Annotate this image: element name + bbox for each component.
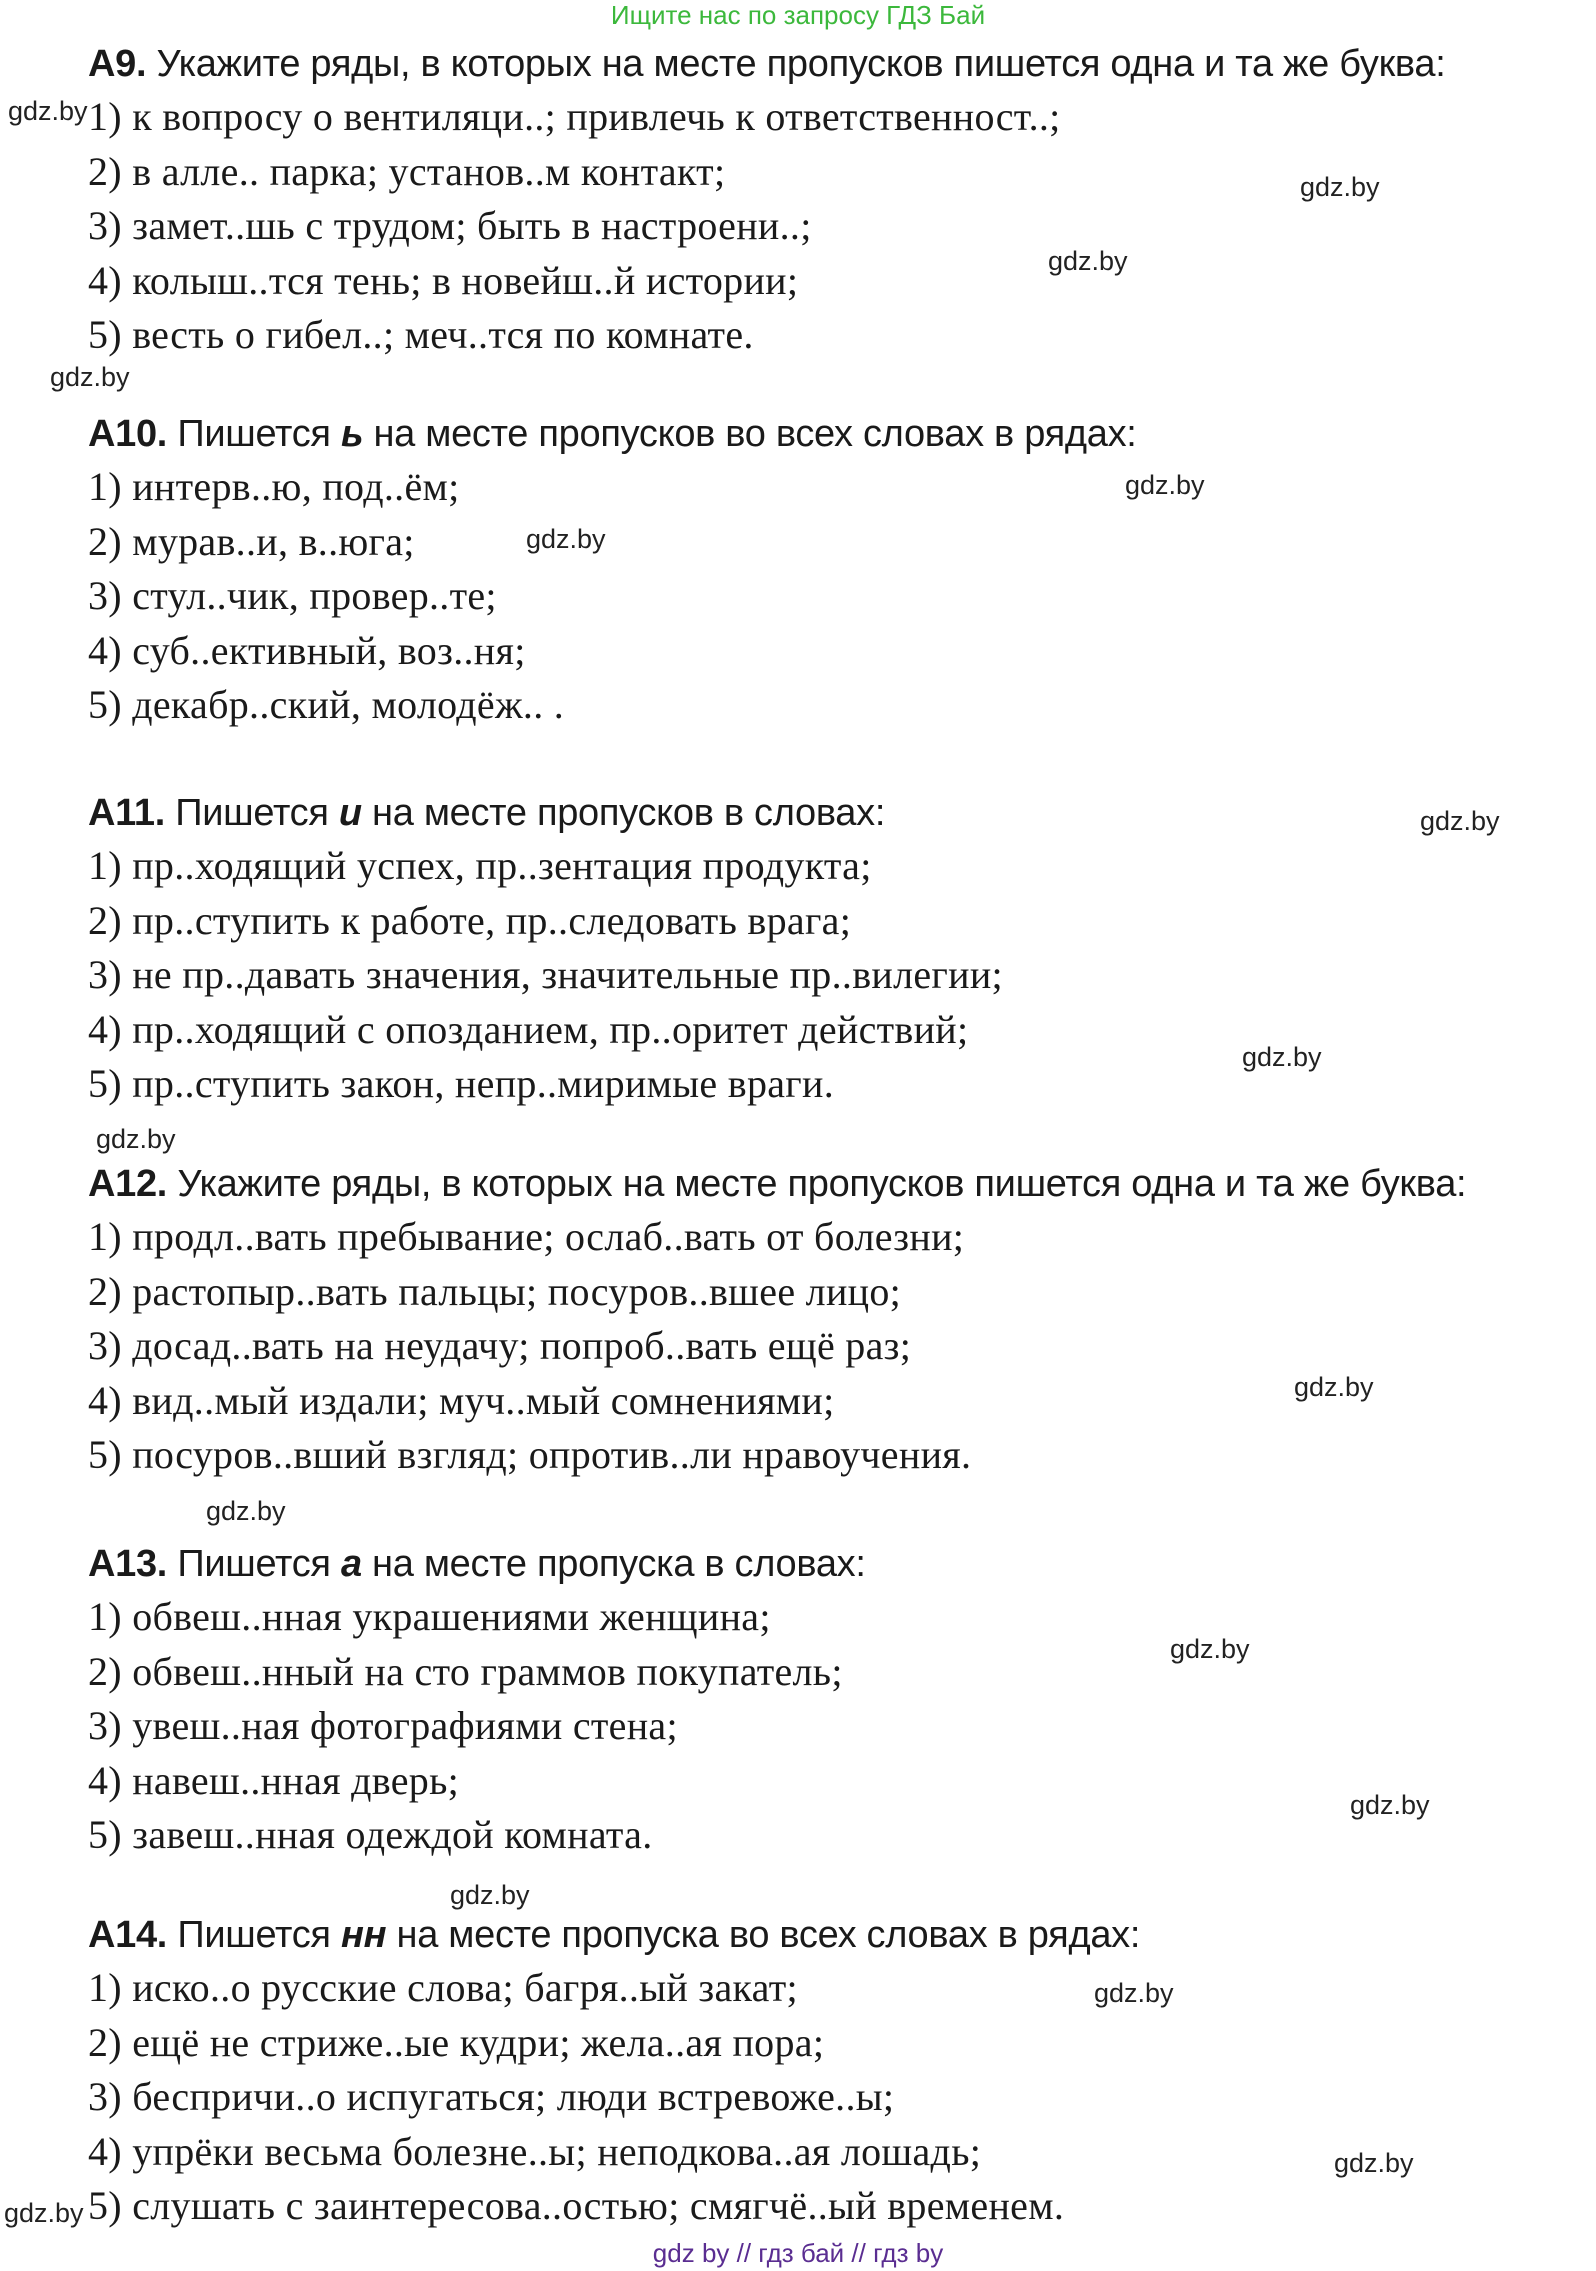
search-hint-banner[interactable]: Ищите нас по запросу ГДЗ Бай — [610, 0, 986, 30]
task-number: A14. — [88, 1914, 168, 1956]
watermark: gdz.by — [50, 362, 130, 392]
answer-option: 2) обвеш..нный на сто граммов покупатель; — [88, 1648, 843, 1694]
watermark: gdz.by — [1350, 1790, 1430, 1820]
task-title — [88, 1909, 1140, 1961]
task-title — [88, 787, 1003, 839]
watermark: gdz.by — [1170, 1634, 1250, 1664]
answer-option: 1) интерв..ю, под..ём; — [88, 464, 460, 509]
task-instruction: Пишется — [167, 1914, 341, 1956]
task-instruction-end: на месте пропусков во всех словах в рядах: — [363, 413, 1137, 455]
watermark: gdz.by — [1242, 1042, 1322, 1072]
task-a14 — [88, 1909, 1140, 2234]
answer-option: 4) пр..ходящий с опозданием, пр..оритет действий; — [88, 1006, 969, 1052]
task-number: A10. — [88, 413, 168, 455]
task-instruction: Пишется — [164, 792, 339, 834]
task-instruction-end: на месте пропусков в словах: — [361, 792, 886, 834]
answer-option: 1) пр..ходящий успех, пр..зентация продукта; — [88, 843, 872, 888]
answer-option: 1) иско..о русские слова; багря..ый закат; — [88, 1965, 798, 2010]
task-a12 — [88, 1158, 1466, 1483]
answer-option: 4) вид..мый издали; муч..мый сомнениями; — [88, 1377, 835, 1423]
answer-option: 5) слушать с заинтересова..остью; смягчё..ый временем. — [88, 2183, 1065, 2228]
task-a9 — [88, 38, 1445, 363]
task-instruction: Укажите ряды, в которых на месте пропусков пишется одна и та же буква: — [146, 43, 1446, 85]
answer-option: 2) пр..ступить к работе, пр..следовать врага; — [88, 897, 852, 943]
answer-option: 5) завеш..нная одеждой комната. — [88, 1812, 653, 1857]
task-number: A9. — [88, 43, 147, 85]
watermark: gdz.by — [1334, 2148, 1414, 2178]
answer-option: 1) продл..вать пребывание; ослаб..вать от болезни; — [88, 1214, 965, 1259]
footer-links-banner[interactable]: gdz by // гдз бай // гдз by — [652, 2238, 944, 2268]
watermark: gdz.by — [1125, 470, 1205, 500]
answer-option: 3) стул..чик, провер..те; — [88, 573, 497, 618]
answer-option: 3) не пр..давать значения, значительные пр..вилегии; — [88, 952, 1003, 997]
task-title — [88, 1158, 1466, 1210]
answer-option: 3) беспричи..о испугаться; люди встревоже..ы; — [88, 2074, 895, 2119]
task-instruction-end: на месте пропуска в словах: — [361, 1543, 866, 1585]
watermark: gdz.by — [450, 1880, 530, 1910]
target-letter: и — [338, 792, 362, 834]
answer-option: 3) увеш..ная фотографиями стена; — [88, 1703, 678, 1748]
task-a13 — [88, 1538, 866, 1863]
task-number: A13. — [88, 1543, 168, 1585]
task-instruction: Пишется — [167, 413, 341, 455]
task-instruction-end: на месте пропуска во всех словах в рядах: — [386, 1914, 1141, 1956]
answer-option: 2) мурав..и, в..юга; — [88, 518, 415, 564]
task-title — [88, 408, 1137, 460]
watermark: gdz.by — [1300, 172, 1380, 202]
answer-option: 5) пр..ступить закон, непр..миримые враги. — [88, 1061, 835, 1106]
task-number: A12. — [88, 1163, 168, 1205]
answer-option: 4) суб..ективный, воз..ня; — [88, 627, 526, 673]
task-title — [88, 38, 1445, 90]
task-title — [88, 1538, 866, 1590]
answer-option: 4) упрёки весьма болезне..ы; неподкова..ая лошадь; — [88, 2128, 982, 2174]
answer-option: 5) декабр..ский, молодёж.. . — [88, 682, 565, 727]
target-letter: нн — [340, 1914, 387, 1956]
answer-option: 1) к вопросу о вентиляци..; привлечь к ответственност..; — [88, 94, 1061, 139]
answer-option: 5) посуров..вший взгляд; опротив..ли нравоучения. — [88, 1432, 972, 1477]
task-instruction: Пишется — [167, 1543, 341, 1585]
watermark: gdz.by — [8, 96, 88, 126]
answer-option: 1) обвеш..нная украшениями женщина; — [88, 1594, 771, 1639]
watermark: gdz.by — [96, 1124, 176, 1154]
answer-option: 2) в алле.. парка; установ..м контакт; — [88, 148, 726, 194]
watermark: gdz.by — [1094, 1978, 1174, 2008]
answer-option: 3) замет..шь с трудом; быть в настроени..; — [88, 203, 812, 248]
task-number: A11. — [88, 792, 165, 834]
target-letter: ь — [340, 413, 364, 455]
watermark: gdz.by — [206, 1496, 286, 1526]
task-instruction: Укажите ряды, в которых на месте пропусков пишется одна и та же буква: — [167, 1163, 1467, 1205]
task-a10 — [88, 408, 1137, 733]
task-a11 — [88, 787, 1003, 1112]
watermark: gdz.by — [1048, 246, 1128, 276]
watermark: gdz.by — [1420, 806, 1500, 836]
answer-option: 3) досад..вать на неудачу; попроб..вать ещё раз; — [88, 1323, 912, 1368]
answer-option: 5) весть о гибел..; меч..тся по комнате. — [88, 312, 754, 357]
answer-option: 2) ещё не стриже..ые кудри; жела..ая пора; — [88, 2019, 825, 2065]
answer-option: 4) навеш..нная дверь; — [88, 1757, 460, 1803]
answer-option: 2) растопыр..вать пальцы; посуров..вшее лицо; — [88, 1268, 902, 1314]
watermark: gdz.by — [1294, 1372, 1374, 1402]
target-letter: а — [340, 1543, 362, 1585]
watermark: gdz.by — [526, 524, 606, 554]
watermark: gdz.by — [4, 2198, 84, 2228]
answer-option: 4) колыш..тся тень; в новейш..й истории; — [88, 257, 799, 303]
